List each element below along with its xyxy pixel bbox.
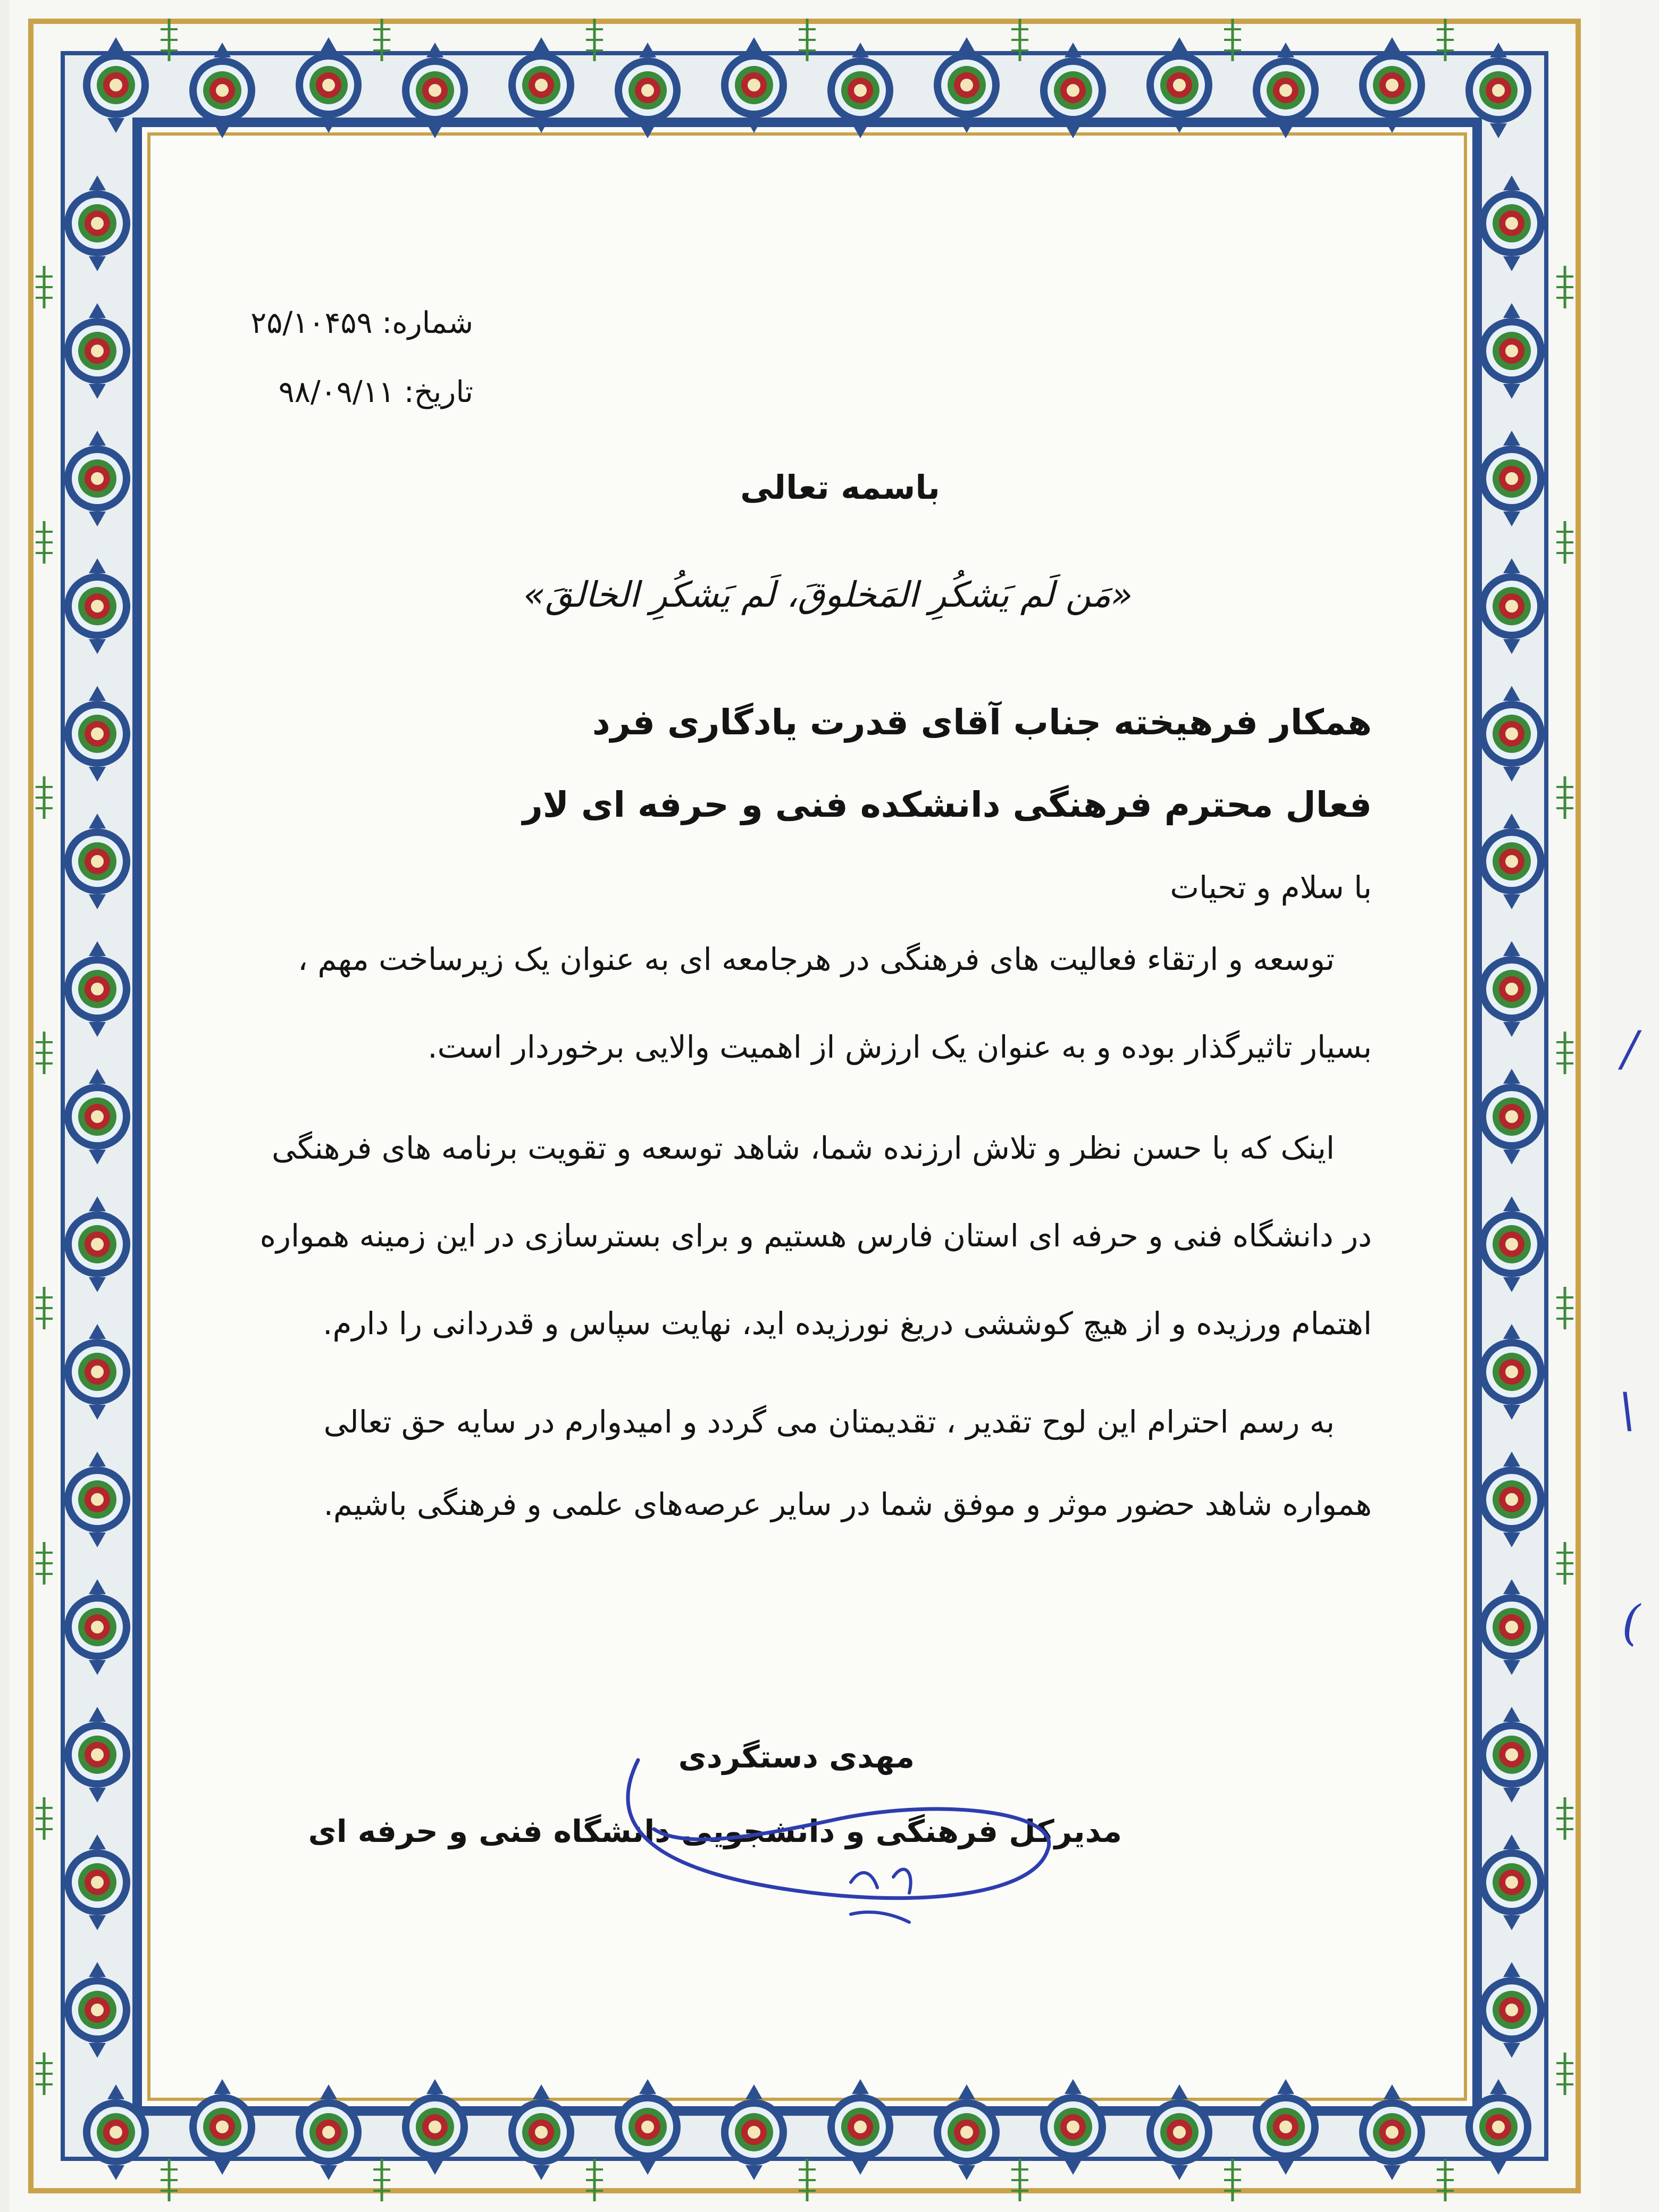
paragraph-line: به رسم احترام این لوح تقدیر ، تقدیمتان می گردد و امیدوارم در سایه حق تعالی — [323, 1404, 1335, 1440]
paragraph-line: اینک که با حسن نظر و تلاش ارزنده شما، شاهد توسعه و تقویت برنامه های فرهنگی — [272, 1130, 1335, 1166]
date-value: ۹۸/۰۹/۱۱ — [278, 375, 395, 409]
signatory-position: مدیرکل فرهنگی و دانشجویی دانشگاه فنی و حرفه ای — [308, 1813, 1122, 1849]
side-paper — [1599, 0, 1659, 2212]
paragraph-line: اهتمام ورزیده و از هیچ کوششی دریغ نورزیده اید، نهایت سپاس و قدردانی را دارم. — [323, 1305, 1372, 1342]
paragraph-line: در دانشگاه فنی و حرفه ای استان فارس هستیم و برای بسترسازی در این زمینه همواره — [259, 1218, 1372, 1254]
number-value: ۲۵/۱۰۴۵۹ — [250, 306, 373, 340]
handwritten-signature — [574, 1739, 1085, 1941]
pen-mark: ( — [1622, 1595, 1641, 1651]
letter-date — [250, 375, 473, 409]
paragraph-line: بسیار تاثیرگذار بوده و به عنوان یک ارزش از اهمیت والایی برخوردار است. — [428, 1029, 1372, 1065]
paragraph-line: همواره شاهد حضور موثر و موفق شما در سایر عرصه‌های علمی و فرهنگی باشیم. — [323, 1486, 1372, 1522]
date-label: تاریخ: — [404, 375, 473, 409]
recipient-line-1: همکار فرهیخته جناب آقای قدرت یادگاری فرد — [592, 702, 1372, 743]
paragraph-line: توسعه و ارتقاء فعالیت های فرهنگی در هرجامعه ای به عنوان یک زیرساخت مهم ، — [298, 941, 1335, 977]
hadith-quote: «مَن لَم یَشکُرِ المَخلوقَ، لَم یَشکُرِ الخالقَ» — [523, 574, 1133, 615]
number-label: شماره: — [382, 306, 473, 340]
pen-mark: / — [1622, 1021, 1638, 1077]
signatory-name: مهدی دستگردی — [678, 1739, 915, 1775]
pen-mark: \ — [1619, 1382, 1636, 1438]
letter-number — [250, 306, 473, 340]
greeting: با سلام و تحیات — [1170, 869, 1372, 906]
recipient-line-2: فعال محترم فرهنگی دانشکده فنی و حرفه ای لار — [522, 784, 1372, 825]
invocation-title: باسمه تعالی — [740, 468, 940, 507]
